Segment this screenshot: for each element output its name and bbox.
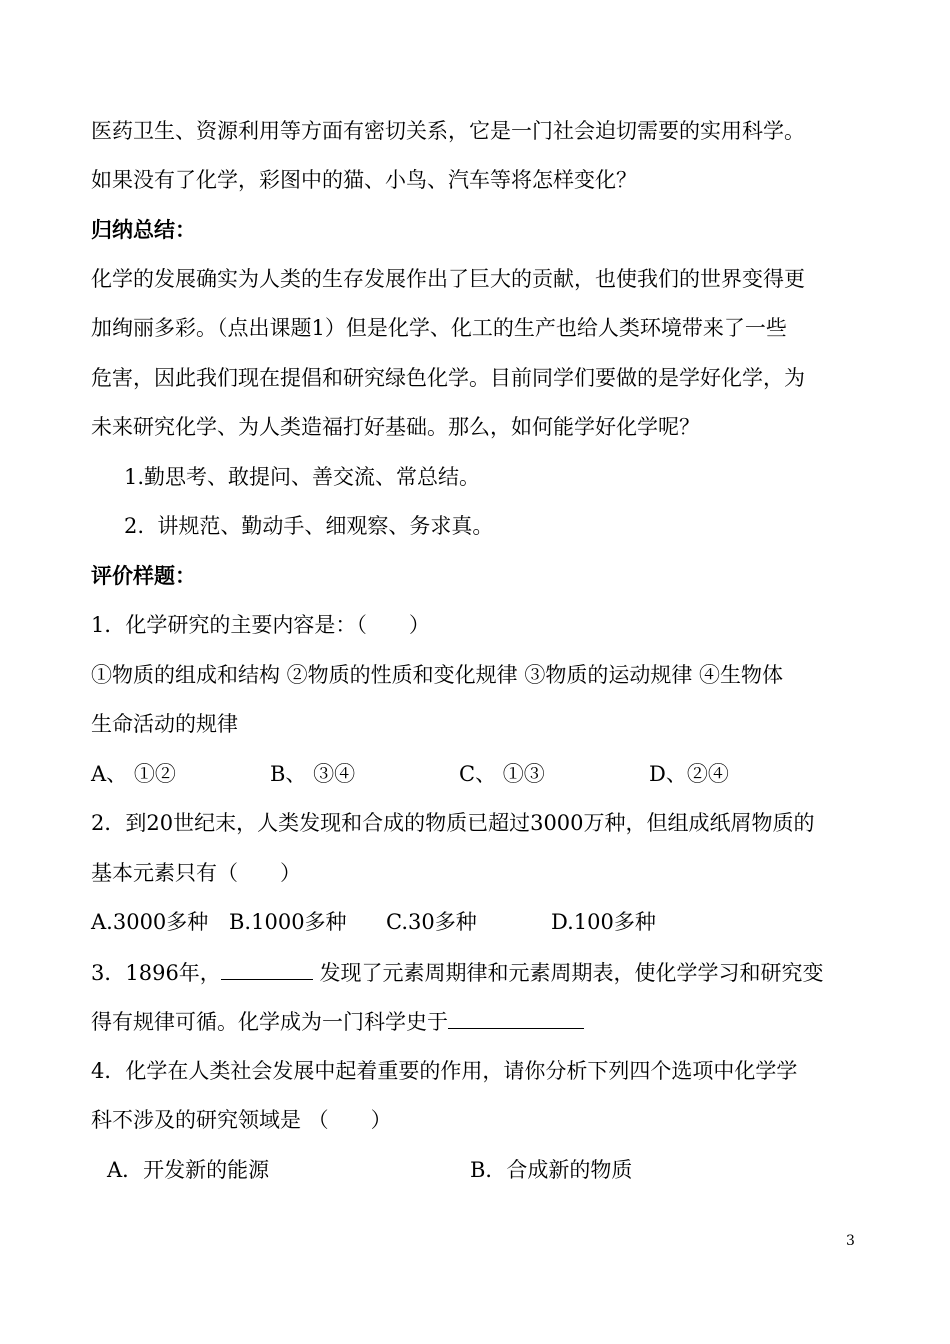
q1-option-c: C、 ①③ [459, 762, 545, 786]
q1-option-d: D、②④ [649, 762, 729, 786]
summary-item-2: 2. 讲规范、勤动手、细观察、务求真。 [124, 514, 494, 538]
q3-line-1 [91, 957, 824, 988]
q2-option-c: C.30多种 [386, 910, 477, 934]
q3-middle: 发现了元素周期律和元素周期表，使化学学习和研究变 [312, 961, 824, 985]
q4-option-b: B．合成新的物质 [470, 1158, 633, 1182]
q3-line-2 [91, 1006, 584, 1037]
page-number: 3 [846, 1233, 855, 1249]
q1-stem: 1．化学研究的主要内容是：（ ） [91, 613, 430, 637]
q2-stem-line-2: 基本元素只有（ ） [91, 861, 301, 885]
summary-item-1: 1.勤思考、敢提问、善交流、常总结。 [124, 465, 481, 489]
intro-line-2: 如果没有了化学，彩图中的猫、小鸟、汽车等将怎样变化？ [91, 168, 637, 192]
summary-para-line-2: 加绚丽多彩。（点出课题1）但是化学、化工的生产也给人类环境带来了一些 [91, 316, 787, 340]
q3-line-2-text: 得有规律可循。化学成为一门科学史于 [91, 1010, 448, 1034]
q4-option-a: A．开发新的能源 [107, 1158, 270, 1182]
q3-prefix: 3．1896年， [91, 961, 221, 985]
q1-option-a: A、 ①② [91, 762, 176, 786]
q3-blank-2[interactable] [448, 1006, 584, 1029]
q2-option-d: D.100多种 [551, 910, 656, 934]
q2-stem-line-1: 2．到20世纪末，人类发现和合成的物质已超过3000万种，但组成纸屑物质的 [91, 811, 815, 835]
q3-blank-1[interactable] [221, 957, 313, 980]
intro-line-1: 医药卫生、资源利用等方面有密切关系，它是一门社会迫切需要的实用科学。 [91, 119, 805, 143]
q4-stem-line-1: 4．化学在人类社会发展中起着重要的作用，请你分析下列四个选项中化学学 [91, 1059, 798, 1083]
q1-option-b: B、 ③④ [270, 762, 356, 786]
q1-choices-line-1: ①物质的组成和结构 ②物质的性质和变化规律 ③物质的运动规律 ④生物体 [91, 663, 784, 687]
q4-stem-line-2: 科不涉及的研究领域是 （ ） [91, 1108, 392, 1132]
summary-heading: 归纳总结： [91, 217, 196, 242]
q1-choices-line-2: 生命活动的规律 [91, 712, 238, 736]
q2-option-b: B.1000多种 [229, 910, 347, 934]
q2-option-a: A.3000多种 [91, 910, 209, 934]
summary-para-line-4: 未来研究化学、为人类造福打好基础。那么，如何能学好化学呢？ [91, 415, 700, 439]
exercises-heading: 评价样题： [91, 563, 196, 588]
summary-para-line-3: 危害，因此我们现在提倡和研究绿色化学。目前同学们要做的是学好化学，为 [91, 366, 805, 390]
summary-para-line-1: 化学的发展确实为人类的生存发展作出了巨大的贡献，也使我们的世界变得更 [91, 267, 805, 291]
